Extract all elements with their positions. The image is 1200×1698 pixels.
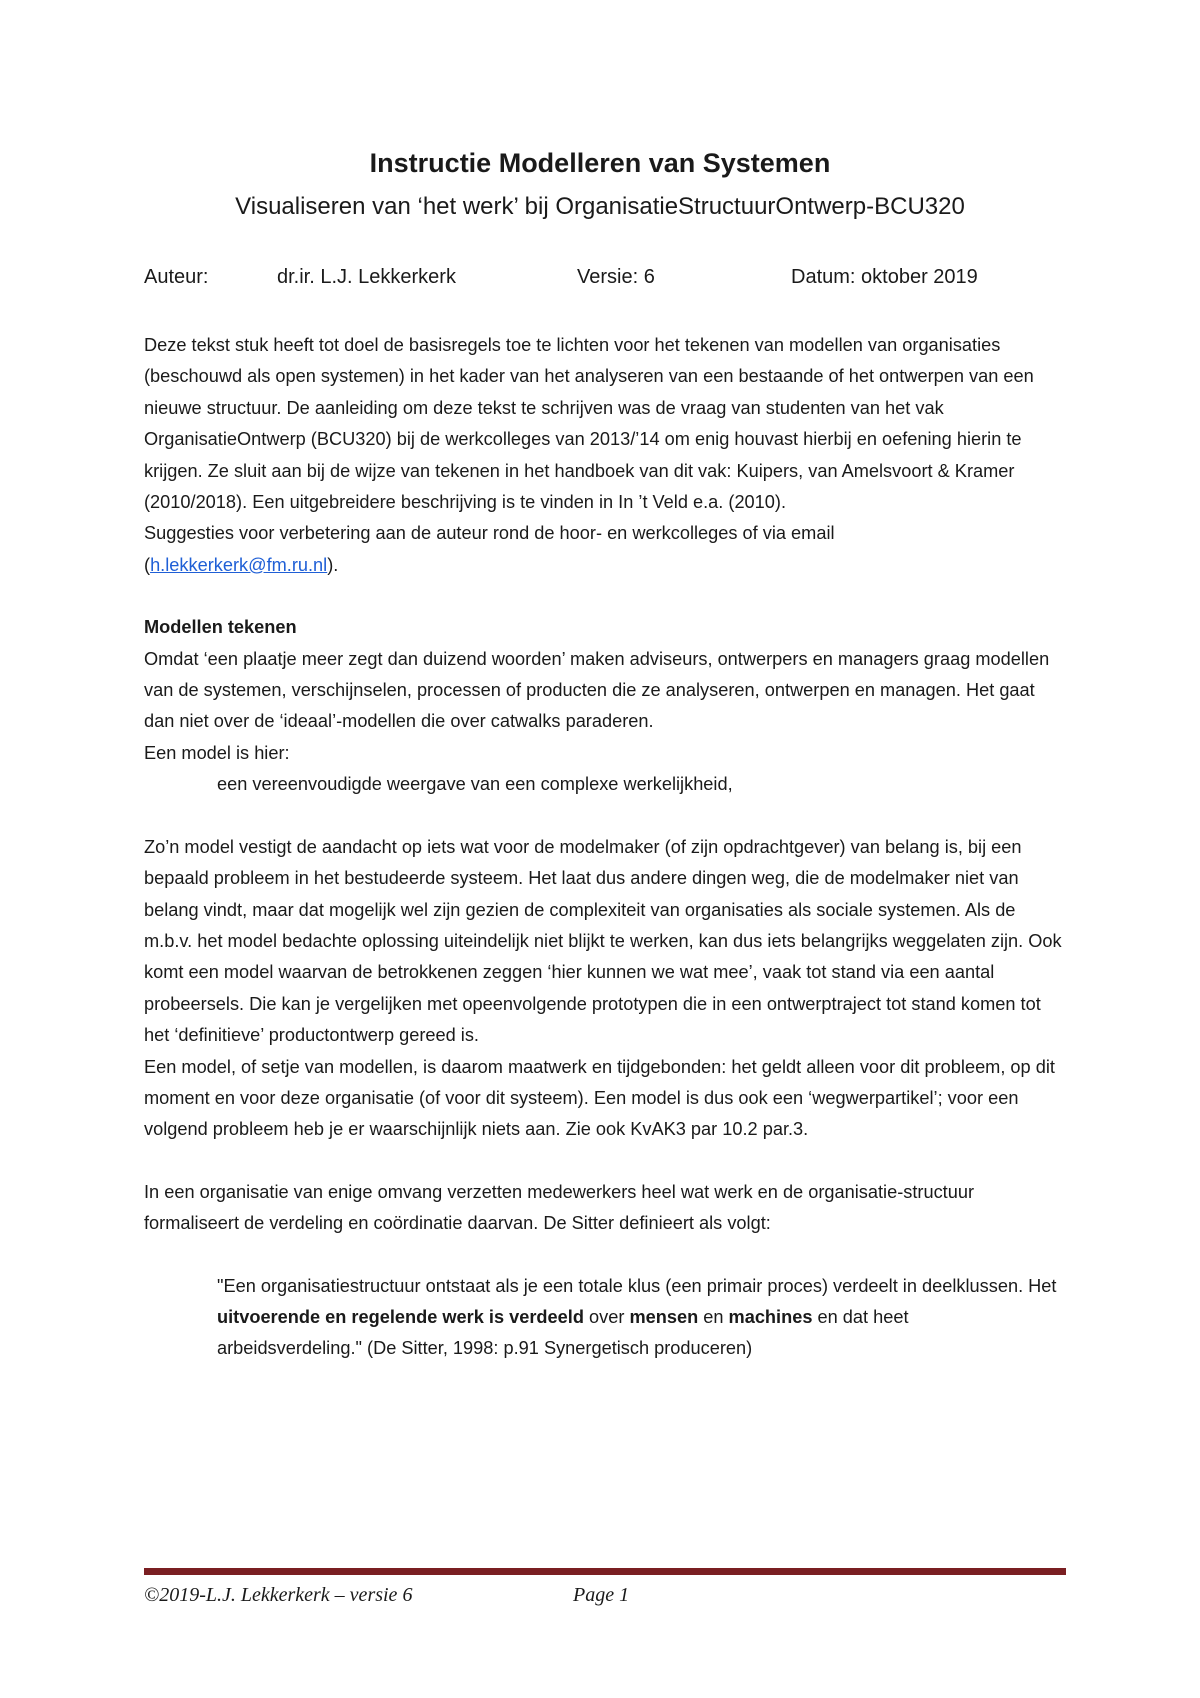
quote-text: "Een organisatiestructuur ontstaat als je een totale klus (een primair proces) verdeelt in deelklussen. Het <box>217 1275 1057 1296</box>
quote-emphasis: uitvoerende en regelende werk is verdeeld <box>217 1306 584 1327</box>
suggestion-paragraph <box>144 518 1064 581</box>
model-definition: een vereenvoudigde weergave van een complexe werkelijkheid, <box>217 774 733 795</box>
document-body <box>144 330 1064 1365</box>
section-paragraph-4: In een organisatie van enige omvang verzetten medewerkers heel wat werk en de organisatie-structuur formaliseert de verdeling en coördinatie daarvan. De Sitter definieert als volgt: <box>144 1181 975 1234</box>
model-intro: Een model is hier: <box>144 742 290 763</box>
section-paragraph-3: Een model, of setje van modellen, is daarom maatwerk en tijdgebonden: het geldt alleen voor dit probleem, op dit moment en voor deze organisatie (of voor dit systeem). Een model is dus ook een ‘wegwerpartikel’; voor een volgend probleem heb je er waarschijnlijk niets aan. Zie ook KvAK3 par 10.2 par.3. <box>144 1056 1055 1140</box>
footer-divider <box>144 1568 1066 1575</box>
section-paragraph-1: Omdat ‘een plaatje meer zegt dan duizend woorden’ maken adviseurs, ontwerpers en managers graag modellen van de systemen, verschijnselen, processen of producten die ze analyseren, ontwerpen en managen. Het gaat dan niet over de ‘ideaal’-modellen die over catwalks paraderen. <box>144 648 1050 732</box>
email-open: ( <box>144 554 151 575</box>
footer-copyright: ©2019-L.J. Lekkerkerk – versie 6 <box>144 1584 413 1606</box>
author-label: Auteur: <box>144 266 209 288</box>
quote-emphasis: mensen <box>629 1306 699 1327</box>
quote-text: en <box>698 1306 729 1327</box>
intro-paragraph: Deze tekst stuk heeft tot doel de basisregels toe te lichten voor het tekenen van modellen van organisaties (beschouwd als open systemen) in het kader van het analyseren van een bestaande of het ontwerpen van een nieuwe structuur. De aanleiding om deze tekst te schrijven was de vraag van studenten van het vak OrganisatieOntwerp (BCU320) bij de werkcolleges van 2013/’14 om enig houvast hierbij en oefening hierin te krijgen. Ze sluit aan bij de wijze van tekenen in het handboek van dit vak: Kuipers, van Amelsvoort & Kramer (2010/2018). Een uitgebreidere beschrijving is te vinden in In ’t Veld e.a. (2010). <box>144 335 1034 513</box>
quote-text: en dat heet arbeidsverdeling." (De Sitter, 1998: p.91 Synergetisch produceren) <box>217 1306 909 1359</box>
version-label: Versie: 6 <box>577 266 655 288</box>
quote-emphasis: machines <box>728 1306 813 1327</box>
section-heading: Modellen tekenen <box>144 617 297 638</box>
quote-block <box>144 1271 1057 1365</box>
document-subtitle: Visualiseren van ‘het werk’ bij OrganisatieStructuurOntwerp-BCU320 <box>235 193 965 220</box>
footer-page-number: Page 1 <box>573 1584 630 1606</box>
document-title: Instructie Modelleren van Systemen <box>369 148 831 178</box>
section-paragraph-2: Zo’n model vestigt de aandacht op iets wat voor de modelmaker (of zijn opdrachtgever) van belang is, bij een bepaald probleem in het bestudeerde systeem. Het laat dus andere dingen weg, die de modelmaker niet van belang vindt, maar dat mogelijk wel zijn gezien de complexiteit van organisaties als sociale systemen. Als de m.b.v. het model bedachte oplossing uiteindelijk niet blijkt te werken, kan dus iets belangrijks weggelaten zijn. Ook komt een model waarvan de betrokkenen zeggen ‘hier kunnen we wat mee’, vaak tot stand via een aantal probeersels. Die kan je vergelijken met opeenvolgende prototypen die in een ontwerptraject tot stand komen tot het ‘definitieve’ productontwerp gereed is. <box>144 836 1062 1046</box>
spacer <box>144 1240 1064 1271</box>
author-value: dr.ir. L.J. Lekkerkerk <box>277 266 456 288</box>
quote-text: over <box>583 1306 630 1327</box>
suggestion-text: Suggesties voor verbetering aan de auteur rond de hoor- en werkcolleges of via email <box>144 523 835 544</box>
email-link[interactable]: h.lekkerkerk@fm.ru.nl <box>150 554 328 575</box>
spacer <box>144 1146 1064 1177</box>
spacer <box>144 801 1064 832</box>
date-label: Datum: oktober 2019 <box>791 266 978 288</box>
email-close: ). <box>327 554 339 575</box>
spacer <box>144 581 1064 612</box>
